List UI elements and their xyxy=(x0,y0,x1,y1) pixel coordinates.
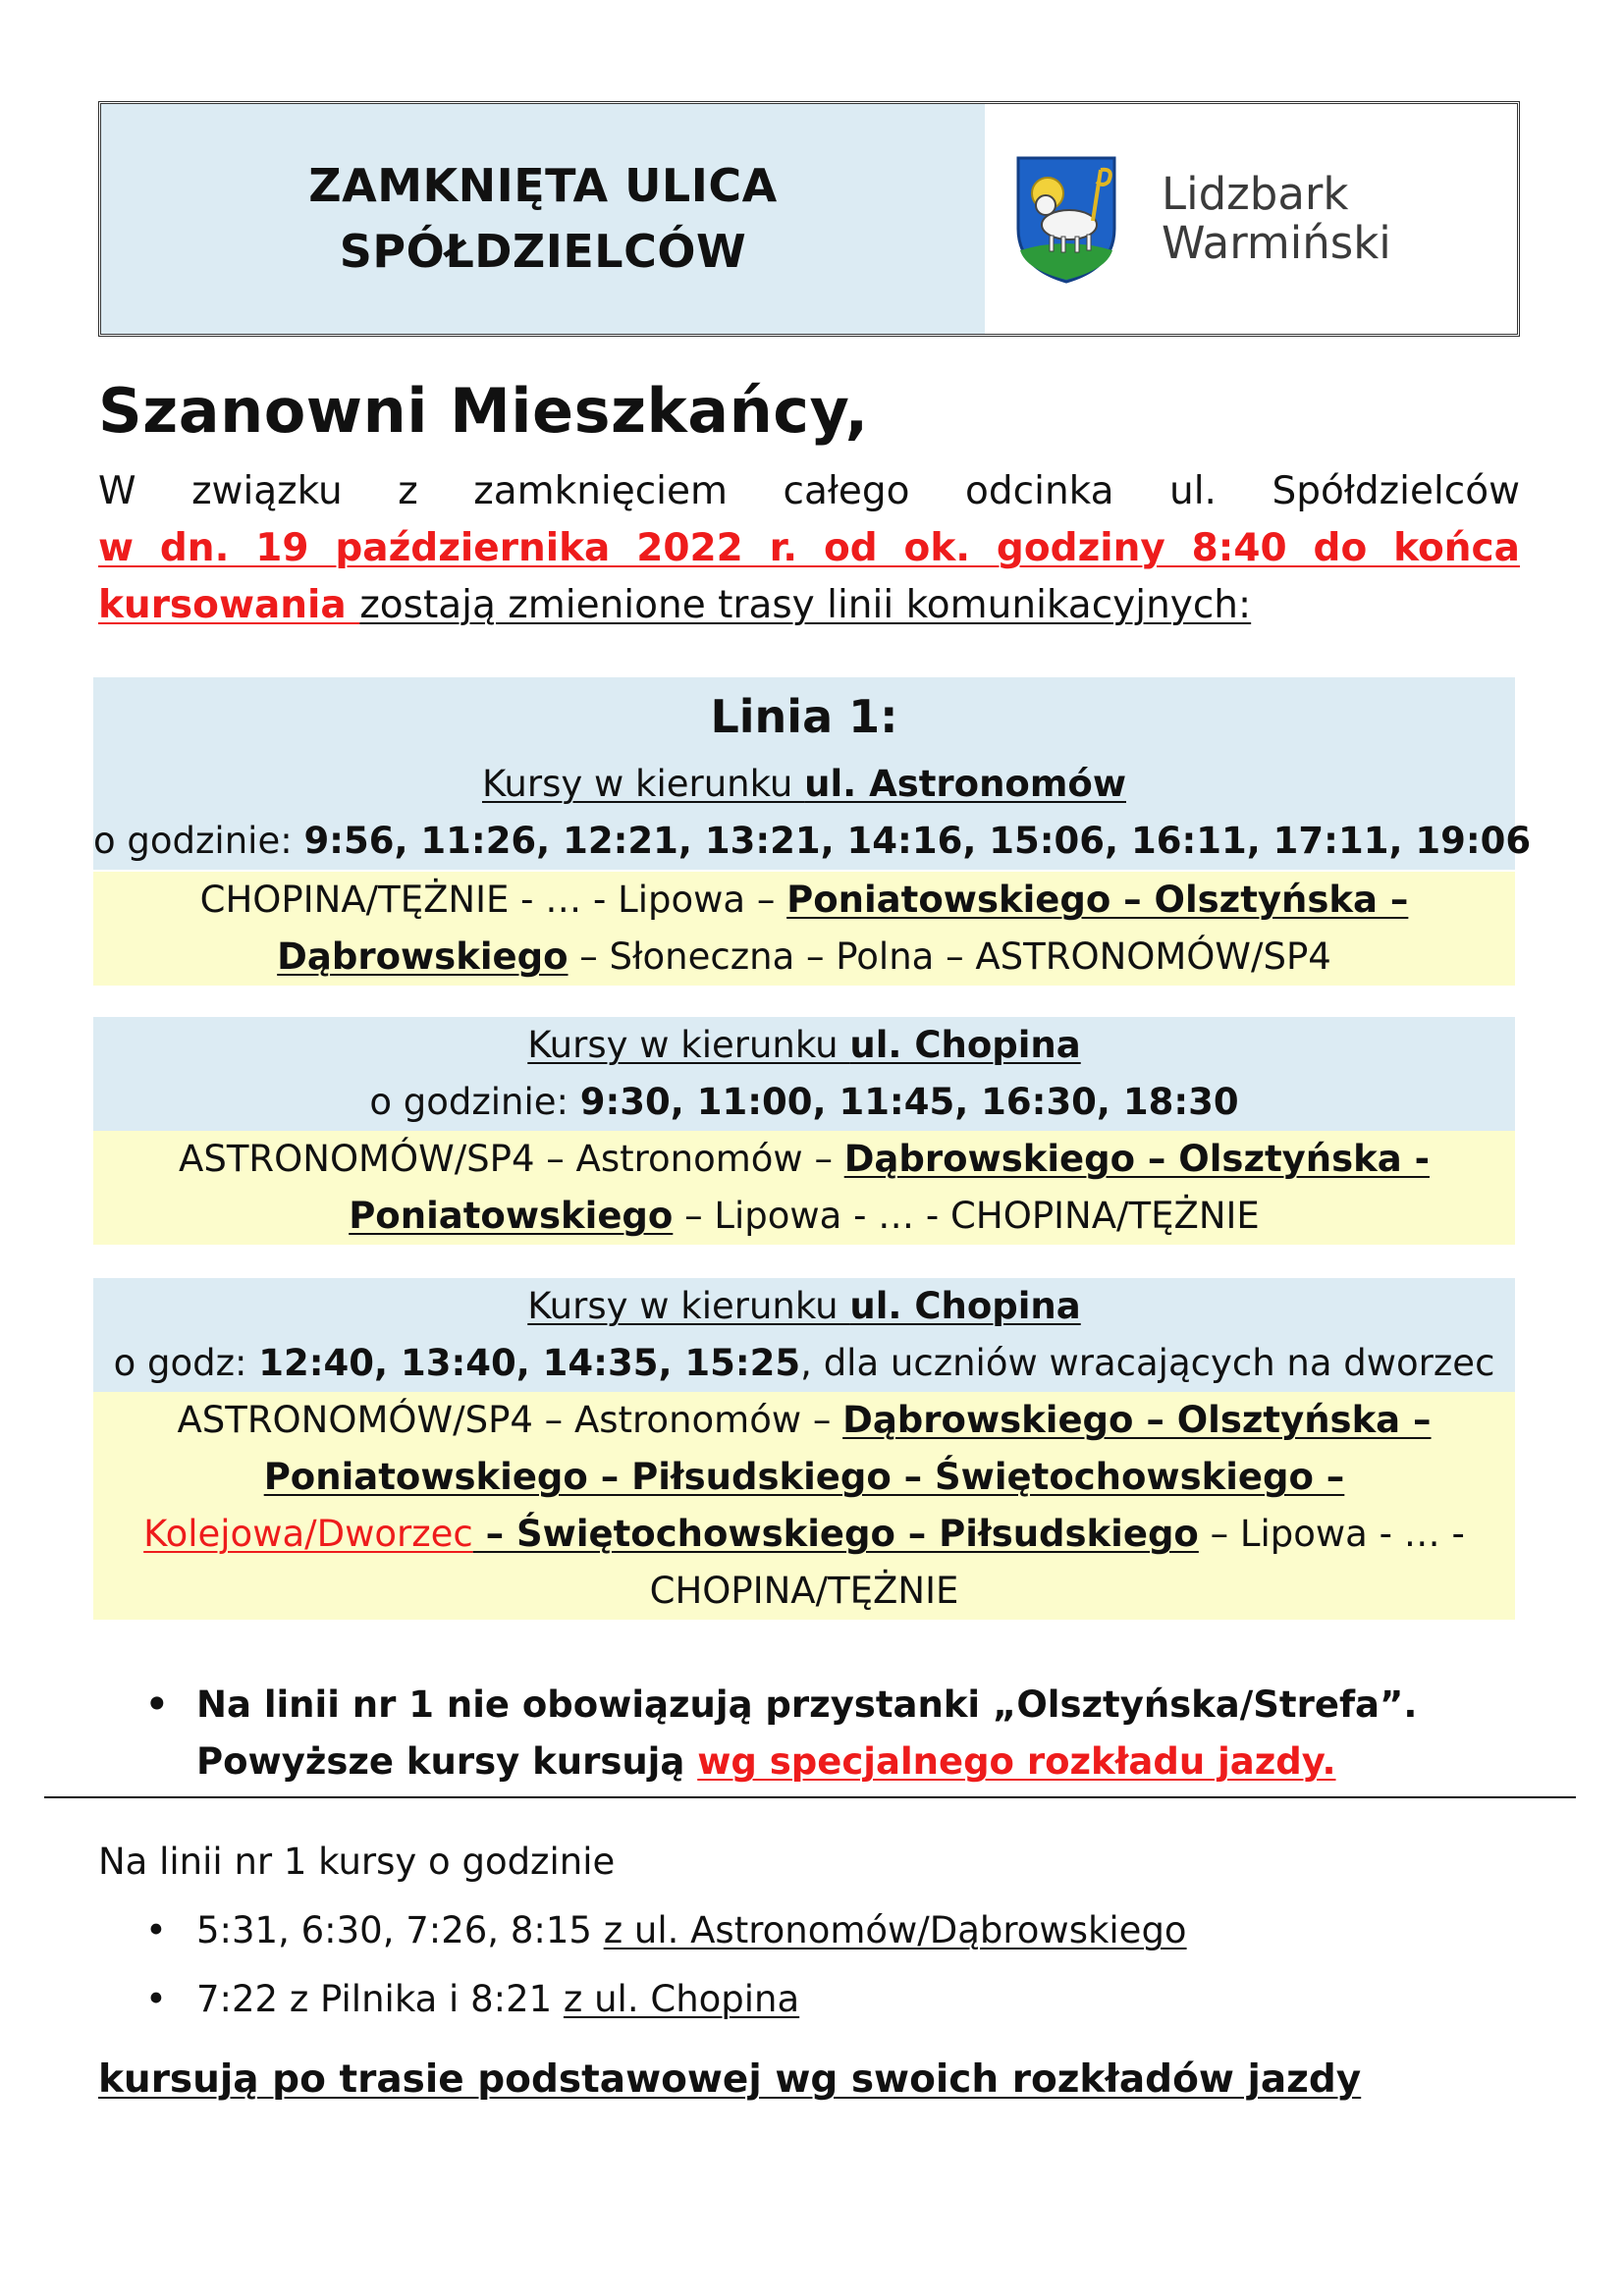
direction2-header xyxy=(93,1017,1515,1131)
direction1-street: ul. Astronomów xyxy=(804,763,1126,805)
direction3-header xyxy=(93,1278,1515,1392)
direction3-heading xyxy=(93,1278,1515,1335)
direction2-times-prefix: o godzinie: xyxy=(369,1081,580,1123)
direction3-route-line1 xyxy=(93,1392,1515,1449)
route2-part-a: ASTRONOMÓW/SP4 – Astronomów – xyxy=(179,1138,844,1180)
route3-part-b: Dąbrowskiego – Olsztyńska – xyxy=(842,1399,1432,1441)
direction1-route-line1 xyxy=(93,872,1515,929)
direction2-street: ul. Chopina xyxy=(849,1024,1081,1066)
route1-part-d: – Słoneczna – Polna – ASTRONOMÓW/SP4 xyxy=(568,935,1331,978)
direction2-route-line2 xyxy=(93,1188,1515,1245)
direction1-prefix: Kursy w kierunku xyxy=(481,763,805,805)
direction2-route xyxy=(93,1131,1515,1245)
extra-item-1-a: 5:31, 6:30, 7:26, 8:15 xyxy=(196,1909,604,1951)
logo-wordmark xyxy=(1162,167,1391,269)
extra-item-2-b: z ul. Chopina xyxy=(563,1978,800,2020)
direction1-times xyxy=(93,813,1532,870)
route1-part-b: Poniatowskiego – Olsztyńska – xyxy=(786,879,1409,921)
bullet-icon: • xyxy=(145,1978,167,2020)
direction3-street: ul. Chopina xyxy=(849,1285,1081,1327)
route1-part-a: CHOPINA/TĘŻNIE - … - Lipowa – xyxy=(199,879,787,921)
notice-line-2-a: Powyższe kursy kursują xyxy=(196,1740,698,1783)
bullet-icon: • xyxy=(145,1909,167,1951)
title-line-2: SPÓŁDZIELCÓW xyxy=(339,225,747,278)
route2-part-c: Poniatowskiego xyxy=(349,1195,674,1237)
extra-intro: Na linii nr 1 kursy o godzinie xyxy=(98,1841,616,1883)
direction2-prefix: Kursy w kierunku xyxy=(527,1024,850,1066)
line-title: Linia 1: xyxy=(710,690,898,743)
greeting-heading: Szanowni Mieszkańcy, xyxy=(98,375,869,447)
route2-part-b: Dąbrowskiego – Olsztyńska - xyxy=(843,1138,1430,1180)
notice-list xyxy=(98,1677,1520,1790)
intro-line-3-rest: zostają zmienione trasy linii komunikacyjnych: xyxy=(359,583,1252,627)
direction3-route-line3 xyxy=(93,1506,1515,1563)
intro-line-2: w dn. 19 października 2022 r. od ok. godziny 8:40 do końca xyxy=(98,526,1520,570)
direction3-route-line4: CHOPINA/TĘŻNIE xyxy=(649,1570,959,1612)
notice-line-1: Na linii nr 1 nie obowiązują przystanki „Olsztyńska/Strefa”. xyxy=(196,1683,1418,1726)
extra-item-1 xyxy=(98,1902,1520,1959)
direction1-times-values: 9:56, 11:26, 12:21, 13:21, 14:16, 15:06, 16:11, 17:11, 19:06 xyxy=(303,820,1532,862)
footer-note: kursują po trasie podstawowej wg swoich rozkładów jazdy xyxy=(98,2057,1362,2102)
logo-line-2: Warmiński xyxy=(1162,217,1391,269)
route1-part-c: Dąbrowskiego xyxy=(277,935,568,978)
direction3-times xyxy=(93,1335,1515,1392)
direction3-prefix: Kursy w kierunku xyxy=(527,1285,850,1327)
route3-part-f: – Lipowa - … - xyxy=(1198,1513,1465,1555)
line1-direction1-header xyxy=(93,677,1532,870)
notice-line-2 xyxy=(196,1734,1520,1790)
intro-line-3 xyxy=(98,577,1520,634)
extra-item-1-b: z ul. Astronomów/Dąbrowskiego xyxy=(603,1909,1187,1951)
route3-part-e: – Świętochowskiego – Piłsudskiego xyxy=(472,1513,1199,1555)
route2-part-d: – Lipowa - … - CHOPINA/TĘŻNIE xyxy=(673,1195,1260,1237)
direction3-times-prefix: o godz: xyxy=(113,1342,259,1384)
extra-item-2 xyxy=(98,1971,1520,2028)
page-title xyxy=(101,104,985,334)
direction1-heading xyxy=(93,756,1515,813)
direction2-route-line1 xyxy=(93,1131,1515,1188)
direction3-times-suffix: , dla uczniów wracających na dworzec xyxy=(800,1342,1495,1384)
intro-line-1: W związku z zamknięciem całego odcinka ul. Spółdzielców xyxy=(98,469,1520,513)
direction1-times-prefix: o godzinie: xyxy=(93,820,304,862)
intro-paragraph xyxy=(98,463,1520,634)
extra-list xyxy=(98,1902,1520,2028)
extra-item-2-a: 7:22 z Pilnika i 8:21 xyxy=(196,1978,564,2020)
direction1-route xyxy=(93,872,1515,986)
header-box xyxy=(98,101,1520,337)
logo-line-1: Lidzbark xyxy=(1162,167,1349,220)
title-line-1: ZAMKNIĘTA ULICA xyxy=(308,159,778,213)
notice-item xyxy=(98,1677,1520,1790)
direction3-route xyxy=(93,1392,1515,1620)
lidzbark-coat-of-arms-icon xyxy=(1012,152,1120,286)
direction2-times xyxy=(93,1074,1515,1131)
intro-line-3-red: kursowania xyxy=(98,583,360,627)
direction3-route-line2: Poniatowskiego – Piłsudskiego – Świętochowskiego – xyxy=(263,1456,1345,1498)
direction2-times-values: 9:30, 11:00, 11:45, 16:30, 18:30 xyxy=(579,1081,1239,1123)
notice-line-2-red: wg specjalnego rozkładu jazdy. xyxy=(697,1740,1336,1783)
section-divider xyxy=(44,1796,1576,1798)
logo xyxy=(985,104,1517,334)
route3-part-d-red: Kolejowa/Dworzec xyxy=(143,1513,473,1555)
direction3-times-values: 12:40, 13:40, 14:35, 15:25 xyxy=(258,1342,801,1384)
bullet-icon: • xyxy=(145,1683,169,1726)
direction2-heading xyxy=(93,1017,1515,1074)
direction1-route-line2 xyxy=(93,929,1515,986)
route3-part-a: ASTRONOMÓW/SP4 – Astronomów – xyxy=(177,1399,843,1441)
